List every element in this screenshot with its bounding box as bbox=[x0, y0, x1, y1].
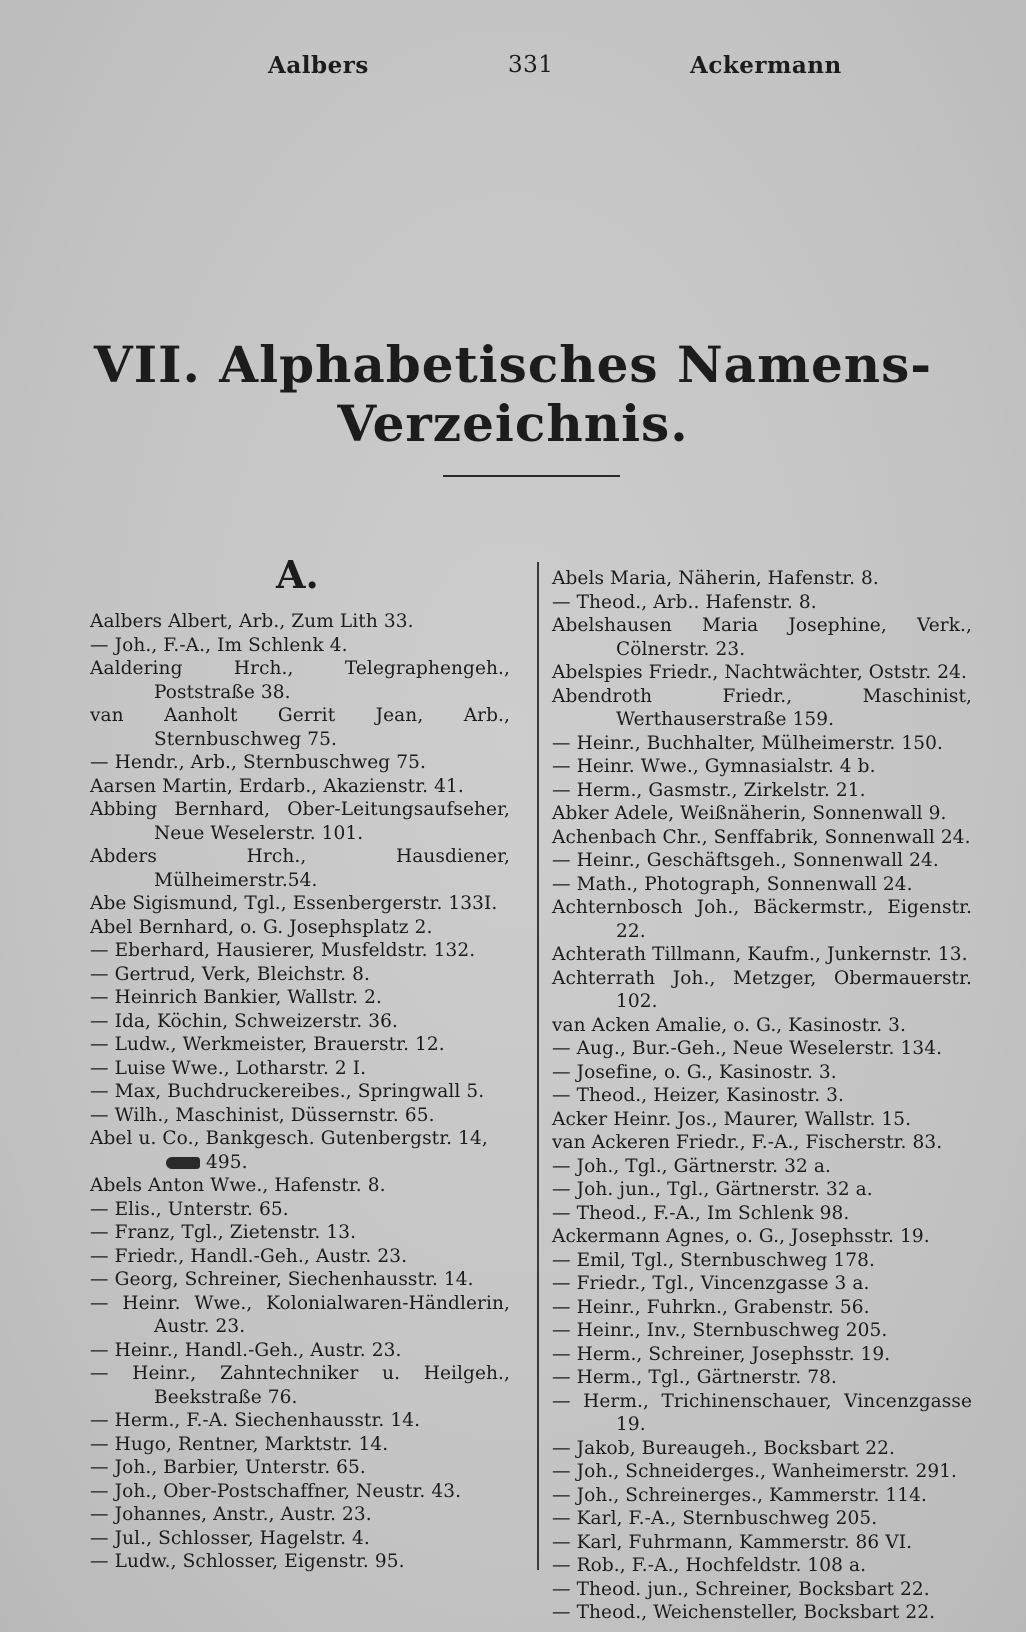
directory-entry bbox=[552, 1249, 972, 1273]
directory-entry bbox=[90, 963, 510, 987]
directory-entry-text: — Herm., Tgl., Gärtnerstr. 78. bbox=[552, 1367, 837, 1388]
directory-entry-text: — Max, Buchdruckereibes., Springwall 5. bbox=[90, 1081, 485, 1102]
directory-entry bbox=[90, 798, 510, 845]
directory-entry bbox=[552, 1578, 972, 1602]
directory-entry-text: — Joh., Ober-Postschaffner, Neustr. 43. bbox=[90, 1480, 462, 1502]
directory-entry bbox=[90, 1268, 510, 1292]
directory-entry bbox=[552, 896, 972, 943]
directory-entry bbox=[90, 1339, 510, 1363]
directory-entry bbox=[552, 661, 972, 685]
directory-entry-text: — Friedr., Handl.-Geh., Austr. 23. bbox=[90, 1245, 408, 1267]
directory-entry bbox=[552, 1131, 972, 1155]
title-divider bbox=[443, 475, 620, 477]
directory-entry bbox=[552, 1272, 972, 1296]
directory-entry-text: Abbing Bernhard, Ober-Leitungsaufseher, Neue Weselerstr. 101. bbox=[90, 799, 510, 844]
directory-entry-text: — Jakob, Bureaugeh., Bocksbart 22. bbox=[552, 1437, 896, 1459]
directory-entry bbox=[90, 751, 510, 775]
directory-entry-text: — Theod., Heizer, Kasinostr. 3. bbox=[552, 1085, 845, 1106]
directory-entry bbox=[90, 1057, 510, 1081]
directory-entry bbox=[90, 1503, 510, 1527]
directory-entry bbox=[90, 657, 510, 704]
directory-entry bbox=[552, 1225, 972, 1249]
directory-entry bbox=[90, 1456, 510, 1480]
directory-entry-text: Abelshausen Maria Josephine, Verk., Cölnerstr. 23. bbox=[552, 615, 972, 660]
directory-entry bbox=[90, 892, 510, 916]
directory-entry bbox=[552, 732, 972, 756]
directory-entry-text: Achterath Tillmann, Kaufm., Junkernstr. 13. bbox=[552, 944, 968, 965]
directory-entry-text: Abendroth Friedr., Maschinist, Werthauserstraße 159. bbox=[552, 685, 972, 730]
directory-entry-text: — Math., Photograph, Sonnenwall 24. bbox=[552, 873, 913, 895]
directory-entry bbox=[90, 1033, 510, 1057]
directory-entry-text: — Heinr., Buchhalter, Mülheimerstr. 150. bbox=[552, 732, 943, 754]
directory-entry bbox=[552, 1531, 972, 1555]
directory-entry bbox=[90, 916, 510, 940]
directory-entry bbox=[90, 1409, 510, 1433]
directory-entry-text: Abker Adele, Weißnäherin, Sonnenwall 9. bbox=[552, 803, 947, 824]
directory-entry bbox=[90, 1127, 510, 1151]
directory-entry-text: Abelspies Friedr., Nachtwächter, Oststr. 24. bbox=[552, 662, 967, 683]
directory-entry bbox=[552, 1390, 972, 1437]
directory-entry-text: — Joh., Schneiderges., Wanheimerstr. 291. bbox=[552, 1461, 958, 1482]
directory-entry-text: — Theod. jun., Schreiner, Bocksbart 22. bbox=[552, 1578, 930, 1600]
directory-entry-text: — Herm., Gasmstr., Zirkelstr. 21. bbox=[552, 779, 866, 801]
directory-entry bbox=[90, 1198, 510, 1222]
chapter-title: VII. Alphabetisches Namens-Verzeichnis. bbox=[93, 335, 933, 453]
directory-entry-text: Abders Hrch., Hausdiener, Mülheimerstr.54. bbox=[90, 846, 510, 891]
directory-column-right bbox=[552, 567, 972, 1625]
running-head-left: Aalbers bbox=[268, 52, 369, 79]
directory-entry bbox=[90, 939, 510, 963]
directory-entry-text: — Georg, Schreiner, Siechenhausstr. 14. bbox=[90, 1269, 474, 1290]
directory-entry bbox=[552, 614, 972, 661]
directory-entry bbox=[552, 1014, 972, 1038]
page-number: 331 bbox=[508, 52, 554, 78]
directory-entry-text: Achterrath Joh., Metzger, Obermauerstr. 102. bbox=[552, 967, 972, 1012]
directory-column-left bbox=[90, 610, 510, 1574]
directory-entry-text: — Luise Wwe., Lotharstr. 2 I. bbox=[90, 1057, 367, 1079]
directory-entry-text: Aalbers Albert, Arb., Zum Lith 33. bbox=[90, 611, 414, 632]
directory-entry-text: — Heinr., Zahntechniker u. Heilgeh., Beekstraße 76. bbox=[90, 1363, 510, 1408]
directory-entry-text: — Emil, Tgl., Sternbuschweg 178. bbox=[552, 1249, 876, 1271]
directory-entry bbox=[552, 1554, 972, 1578]
directory-entry bbox=[552, 826, 972, 850]
directory-entry bbox=[90, 1151, 510, 1175]
directory-entry bbox=[552, 567, 972, 591]
directory-entry-text: — Ludw., Schlosser, Eigenstr. 95. bbox=[90, 1551, 405, 1572]
directory-entry bbox=[90, 1362, 510, 1409]
directory-entry-text: van Ackeren Friedr., F.-A., Fischerstr. 83. bbox=[552, 1132, 943, 1153]
directory-entry-text: — Herm., Schreiner, Josephsstr. 19. bbox=[552, 1343, 891, 1365]
directory-entry-text: — Ida, Köchin, Schweizerstr. 36. bbox=[90, 1010, 398, 1032]
directory-entry-text: — Theod., Arb.. Hafenstr. 8. bbox=[552, 591, 817, 613]
directory-entry bbox=[552, 849, 972, 873]
directory-entry-text: — Josefine, o. G., Kasinostr. 3. bbox=[552, 1061, 837, 1083]
directory-entry-text: Abels Maria, Näherin, Hafenstr. 8. bbox=[552, 568, 879, 589]
directory-entry bbox=[552, 1437, 972, 1461]
directory-entry bbox=[552, 1366, 972, 1390]
directory-entry-text: — Gertrud, Verk, Bleichstr. 8. bbox=[90, 963, 370, 985]
directory-entry bbox=[90, 1480, 510, 1504]
directory-entry-text: — Heinr., Geschäftsgeh., Sonnenwall 24. bbox=[552, 850, 939, 871]
directory-entry bbox=[552, 943, 972, 967]
directory-entry-text: — Heinr. Wwe., Gymnasialstr. 4 b. bbox=[552, 756, 876, 777]
directory-entry bbox=[90, 775, 510, 799]
directory-entry-text: — Wilh., Maschinist, Düssernstr. 65. bbox=[90, 1104, 435, 1126]
directory-entry-text: — Joh., Schreinerges., Kammerstr. 114. bbox=[552, 1484, 928, 1506]
directory-entry-text: — Karl, Fuhrmann, Kammerstr. 86 VI. bbox=[552, 1531, 913, 1553]
directory-entry-text: — Heinr., Handl.-Geh., Austr. 23. bbox=[90, 1339, 402, 1361]
directory-entry bbox=[552, 685, 972, 732]
directory-entry-text: — Hugo, Rentner, Marktstr. 14. bbox=[90, 1433, 389, 1455]
directory-entry-text: — Theod., F.-A., Im Schlenk 98. bbox=[552, 1202, 850, 1224]
directory-entry-text: Ackermann Agnes, o. G., Josephsstr. 19. bbox=[552, 1226, 930, 1247]
directory-entry bbox=[90, 1245, 510, 1269]
directory-entry bbox=[552, 1061, 972, 1085]
directory-entry-text: — Joh., Tgl., Gärtnerstr. 32 a. bbox=[552, 1155, 831, 1177]
directory-entry-text: — Heinr. Wwe., Kolonialwaren-Händlerin, Austr. 23. bbox=[90, 1292, 510, 1337]
directory-entry-text: — Joh., F.-A., Im Schlenk 4. bbox=[90, 634, 348, 656]
directory-entry bbox=[552, 1037, 972, 1061]
directory-entry-text: — Franz, Tgl., Zietenstr. 13. bbox=[90, 1222, 357, 1243]
directory-entry bbox=[90, 1174, 510, 1198]
directory-entry-text: — Heinr., Inv., Sternbuschweg 205. bbox=[552, 1320, 888, 1341]
directory-entry bbox=[90, 1104, 510, 1128]
directory-entry-text: — Joh., Barbier, Unterstr. 65. bbox=[90, 1457, 366, 1478]
directory-entry-text: — Joh. jun., Tgl., Gärtnerstr. 32 a. bbox=[552, 1179, 873, 1200]
directory-entry bbox=[552, 1601, 972, 1625]
directory-entry-text: — Rob., F.-A., Hochfeldstr. 108 a. bbox=[552, 1555, 867, 1576]
directory-entry-text: — Karl, F.-A., Sternbuschweg 205. bbox=[552, 1508, 878, 1529]
directory-entry-text: Abels Anton Wwe., Hafenstr. 8. bbox=[90, 1175, 386, 1196]
directory-entry-text: — Eberhard, Hausierer, Musfeldstr. 132. bbox=[90, 940, 476, 961]
directory-entry bbox=[90, 1221, 510, 1245]
directory-entry-text: van Acken Amalie, o. G., Kasinostr. 3. bbox=[552, 1014, 907, 1036]
directory-entry bbox=[90, 1010, 510, 1034]
directory-entry bbox=[552, 591, 972, 615]
telephone-icon bbox=[166, 1157, 200, 1169]
directory-entry bbox=[552, 1178, 972, 1202]
directory-entry-text: — Heinr., Fuhrkn., Grabenstr. 56. bbox=[552, 1296, 870, 1318]
directory-entry bbox=[552, 967, 972, 1014]
directory-entry bbox=[90, 1527, 510, 1551]
directory-entry bbox=[552, 1202, 972, 1226]
directory-entry bbox=[552, 1084, 972, 1108]
directory-entry-text: — Heinrich Bankier, Wallstr. 2. bbox=[90, 987, 382, 1008]
directory-entry-text: Abel u. Co., Bankgesch. Gutenbergstr. 14, bbox=[90, 1128, 488, 1149]
directory-entry bbox=[90, 986, 510, 1010]
directory-entry bbox=[552, 755, 972, 779]
directory-entry-text: — Friedr., Tgl., Vincenzgasse 3 a. bbox=[552, 1273, 870, 1294]
directory-entry-text: — Jul., Schlosser, Hagelstr. 4. bbox=[90, 1527, 370, 1549]
directory-entry-text: — Johannes, Anstr., Austr. 23. bbox=[90, 1504, 372, 1525]
directory-entry bbox=[552, 1460, 972, 1484]
directory-entry-text: van Aanholt Gerrit Jean, Arb., Sternbuschweg 75. bbox=[90, 705, 510, 750]
directory-entry bbox=[90, 1292, 510, 1339]
directory-entry-text: Achternbosch Joh., Bäckermstr., Eigenstr. 22. bbox=[552, 897, 972, 942]
directory-entry-text: — Herm., F.-A. Siechenhausstr. 14. bbox=[90, 1410, 421, 1431]
directory-entry-text: — Hendr., Arb., Sternbuschweg 75. bbox=[90, 752, 426, 773]
directory-entry bbox=[90, 1080, 510, 1104]
directory-entry bbox=[552, 1108, 972, 1132]
directory-entry bbox=[552, 1507, 972, 1531]
directory-entry-text: — Herm., Trichinenschauer, Vincenzgasse 19. bbox=[552, 1390, 972, 1435]
directory-entry bbox=[90, 610, 510, 634]
directory-entry bbox=[90, 1550, 510, 1574]
directory-entry-text: Achenbach Chr., Senffabrik, Sonnenwall 24. bbox=[552, 826, 971, 848]
directory-entry-text: — Aug., Bur.-Geh., Neue Weselerstr. 134. bbox=[552, 1038, 943, 1059]
directory-entry bbox=[552, 873, 972, 897]
directory-entry-text: Aarsen Martin, Erdarb., Akazienstr. 41. bbox=[90, 775, 464, 797]
directory-entry bbox=[552, 1343, 972, 1367]
directory-entry-text: Abel Bernhard, o. G. Josephsplatz 2. bbox=[90, 916, 433, 938]
directory-entry bbox=[552, 1296, 972, 1320]
directory-entry-text: 495. bbox=[206, 1151, 248, 1173]
directory-entry bbox=[552, 802, 972, 826]
directory-entry bbox=[552, 1155, 972, 1179]
column-divider bbox=[537, 562, 539, 1570]
section-letter: A. bbox=[276, 552, 319, 597]
directory-entry-text: — Theod., Weichensteller, Bocksbart 22. bbox=[552, 1602, 936, 1623]
directory-entry bbox=[90, 704, 510, 751]
directory-entry bbox=[90, 845, 510, 892]
directory-entry-text: — Ludw., Werkmeister, Brauerstr. 12. bbox=[90, 1034, 445, 1055]
directory-entry bbox=[90, 1433, 510, 1457]
directory-entry-text: Acker Heinr. Jos., Maurer, Wallstr. 15. bbox=[552, 1108, 912, 1130]
directory-entry-text: Aaldering Hrch., Telegraphengeh., Poststraße 38. bbox=[90, 658, 510, 703]
directory-entry bbox=[90, 634, 510, 658]
directory-entry bbox=[552, 1484, 972, 1508]
running-head-right: Ackermann bbox=[690, 52, 842, 79]
directory-entry-text: Abe Sigismund, Tgl., Essenbergerstr. 133I. bbox=[90, 893, 498, 914]
directory-entry bbox=[552, 779, 972, 803]
directory-entry-text: — Elis., Unterstr. 65. bbox=[90, 1198, 289, 1220]
directory-entry bbox=[552, 1319, 972, 1343]
